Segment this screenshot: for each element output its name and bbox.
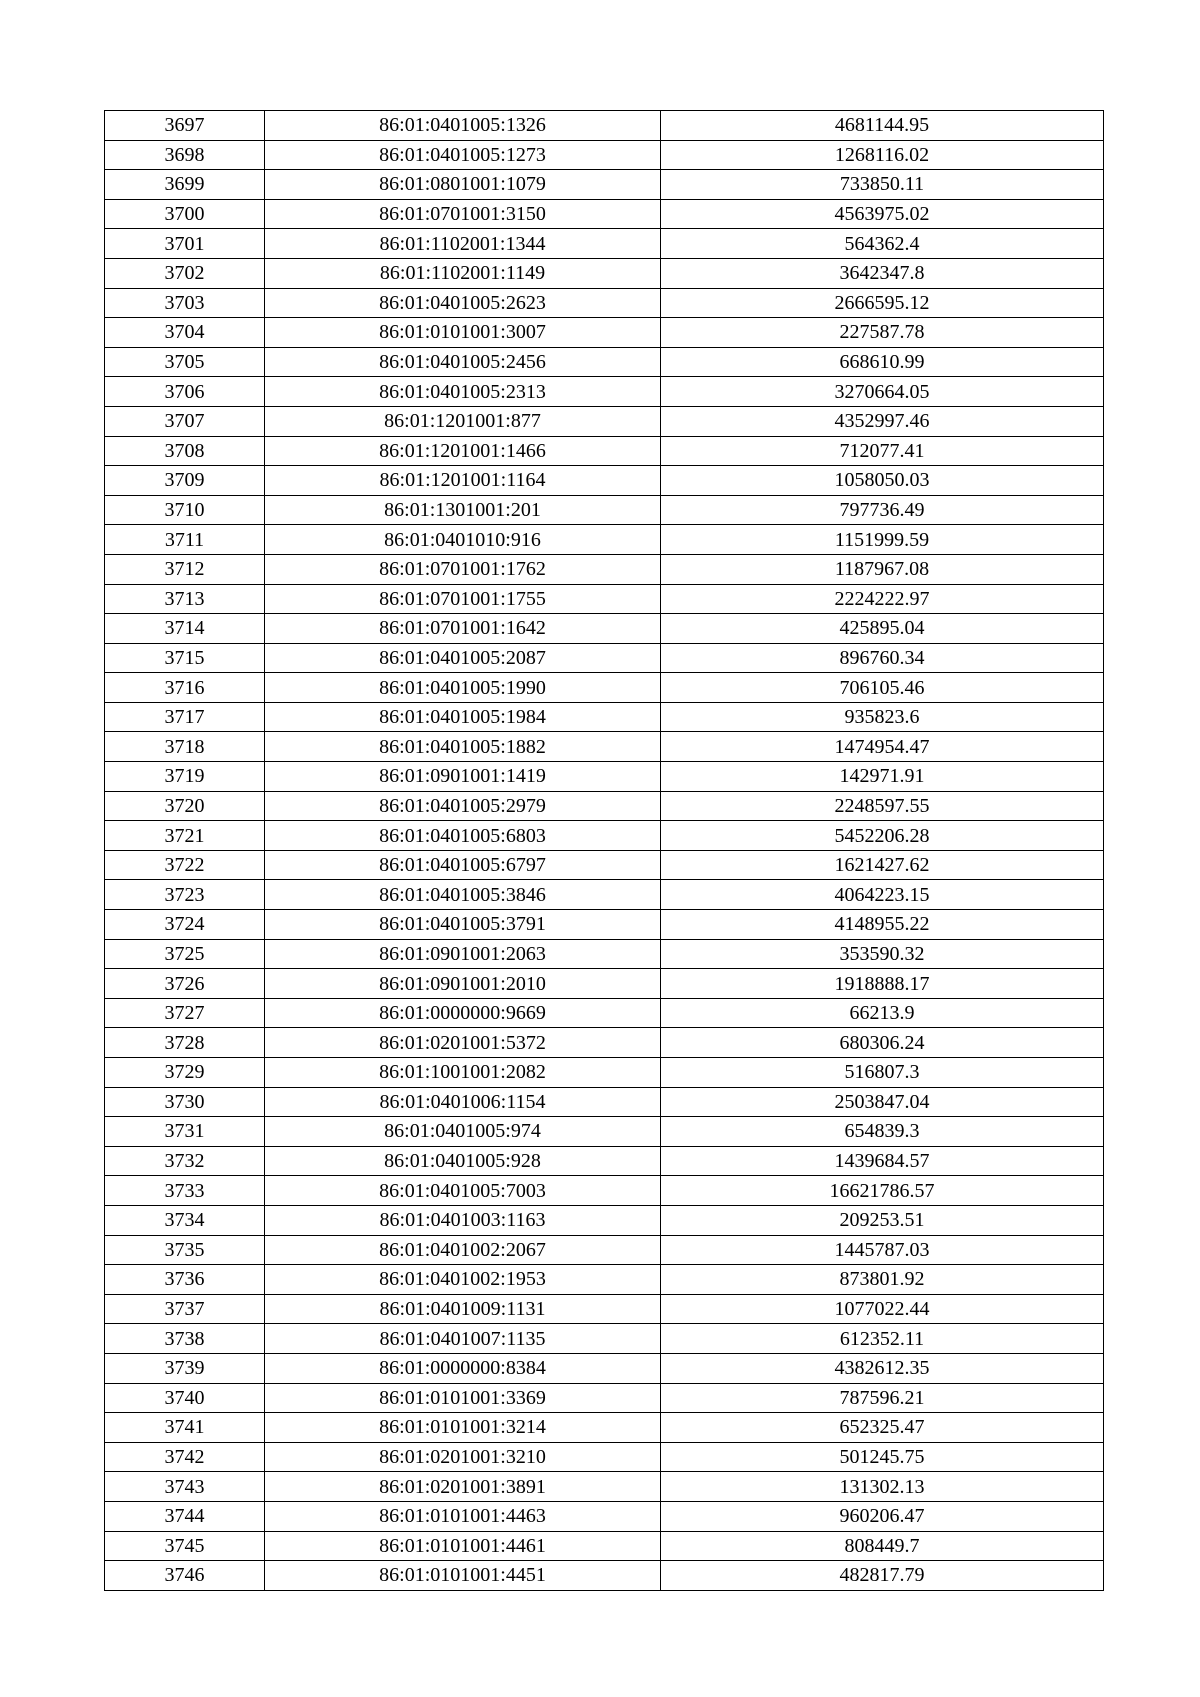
cadastral-value-cell: 935823.6 xyxy=(661,702,1104,732)
cadastral-value-cell: 4064223.15 xyxy=(661,880,1104,910)
table-row xyxy=(105,525,1104,555)
cadastral-number-cell: 86:01:0401002:2067 xyxy=(265,1235,661,1265)
cadastral-value-cell: 131302.13 xyxy=(661,1472,1104,1502)
row-number-cell: 3743 xyxy=(105,1472,265,1502)
table-row xyxy=(105,406,1104,436)
row-number-cell: 3738 xyxy=(105,1324,265,1354)
table-row xyxy=(105,229,1104,259)
cadastral-number-cell: 86:01:0401005:1984 xyxy=(265,702,661,732)
cadastral-value-cell: 896760.34 xyxy=(661,643,1104,673)
cadastral-number-cell: 86:01:0401005:1273 xyxy=(265,140,661,170)
table-row xyxy=(105,170,1104,200)
cadastral-value-cell: 16621786.57 xyxy=(661,1176,1104,1206)
table-row xyxy=(105,111,1104,141)
cadastral-value-cell: 3642347.8 xyxy=(661,258,1104,288)
cadastral-number-cell: 86:01:1201001:877 xyxy=(265,406,661,436)
row-number-cell: 3712 xyxy=(105,554,265,584)
table-row xyxy=(105,1472,1104,1502)
cadastral-value-cell: 4563975.02 xyxy=(661,199,1104,229)
row-number-cell: 3740 xyxy=(105,1383,265,1413)
cadastral-value-cell: 733850.11 xyxy=(661,170,1104,200)
cadastral-number-cell: 86:01:0101001:3214 xyxy=(265,1413,661,1443)
row-number-cell: 3707 xyxy=(105,406,265,436)
cadastral-number-cell: 86:01:1201001:1164 xyxy=(265,466,661,496)
cadastral-number-cell: 86:01:0401005:6797 xyxy=(265,850,661,880)
cadastral-number-cell: 86:01:0401005:2313 xyxy=(265,377,661,407)
row-number-cell: 3742 xyxy=(105,1442,265,1472)
cadastral-number-cell: 86:01:0101001:3369 xyxy=(265,1383,661,1413)
row-number-cell: 3732 xyxy=(105,1146,265,1176)
row-number-cell: 3704 xyxy=(105,318,265,348)
cadastral-number-cell: 86:01:0401005:2623 xyxy=(265,288,661,318)
cadastral-number-cell: 86:01:0401005:2456 xyxy=(265,347,661,377)
table-row xyxy=(105,199,1104,229)
cadastral-number-cell: 86:01:0401005:928 xyxy=(265,1146,661,1176)
cadastral-number-cell: 86:01:1102001:1149 xyxy=(265,258,661,288)
cadastral-value-cell: 808449.7 xyxy=(661,1531,1104,1561)
row-number-cell: 3699 xyxy=(105,170,265,200)
table-row xyxy=(105,1087,1104,1117)
cadastral-value-cell: 1187967.08 xyxy=(661,554,1104,584)
cadastral-number-cell: 86:01:0401009:1131 xyxy=(265,1294,661,1324)
row-number-cell: 3725 xyxy=(105,939,265,969)
cadastral-number-cell: 86:01:0401005:1990 xyxy=(265,673,661,703)
table-row xyxy=(105,1235,1104,1265)
table-row xyxy=(105,1058,1104,1088)
cadastral-number-cell: 86:01:0401005:1882 xyxy=(265,732,661,762)
table-row xyxy=(105,702,1104,732)
row-number-cell: 3734 xyxy=(105,1205,265,1235)
table-row xyxy=(105,1265,1104,1295)
table-row xyxy=(105,377,1104,407)
cadastral-number-cell: 86:01:0000000:9669 xyxy=(265,998,661,1028)
cadastral-number-cell: 86:01:0901001:1419 xyxy=(265,762,661,792)
cadastral-number-cell: 86:01:0401003:1163 xyxy=(265,1205,661,1235)
row-number-cell: 3697 xyxy=(105,111,265,141)
cadastral-value-table xyxy=(104,110,1104,1591)
row-number-cell: 3716 xyxy=(105,673,265,703)
cadastral-value-cell: 1621427.62 xyxy=(661,850,1104,880)
cadastral-value-cell: 652325.47 xyxy=(661,1413,1104,1443)
table-row xyxy=(105,1383,1104,1413)
row-number-cell: 3715 xyxy=(105,643,265,673)
cadastral-value-cell: 2248597.55 xyxy=(661,791,1104,821)
cadastral-value-cell: 482817.79 xyxy=(661,1561,1104,1591)
table-row xyxy=(105,1146,1104,1176)
cadastral-value-cell: 1058050.03 xyxy=(661,466,1104,496)
cadastral-value-cell: 797736.49 xyxy=(661,495,1104,525)
row-number-cell: 3700 xyxy=(105,199,265,229)
cadastral-value-cell: 654839.3 xyxy=(661,1117,1104,1147)
row-number-cell: 3708 xyxy=(105,436,265,466)
table-row xyxy=(105,1205,1104,1235)
table-row xyxy=(105,1353,1104,1383)
row-number-cell: 3719 xyxy=(105,762,265,792)
row-number-cell: 3705 xyxy=(105,347,265,377)
row-number-cell: 3714 xyxy=(105,614,265,644)
table-row xyxy=(105,732,1104,762)
cadastral-value-cell: 1918888.17 xyxy=(661,969,1104,999)
cadastral-number-cell: 86:01:0401005:1326 xyxy=(265,111,661,141)
cadastral-number-cell: 86:01:0401010:916 xyxy=(265,525,661,555)
cadastral-value-cell: 612352.11 xyxy=(661,1324,1104,1354)
cadastral-value-cell: 4148955.22 xyxy=(661,910,1104,940)
row-number-cell: 3701 xyxy=(105,229,265,259)
cadastral-value-cell: 706105.46 xyxy=(661,673,1104,703)
cadastral-number-cell: 86:01:0701001:1755 xyxy=(265,584,661,614)
cadastral-number-cell: 86:01:0101001:4461 xyxy=(265,1531,661,1561)
cadastral-number-cell: 86:01:0401005:3791 xyxy=(265,910,661,940)
cadastral-value-cell: 5452206.28 xyxy=(661,821,1104,851)
cadastral-value-cell: 1445787.03 xyxy=(661,1235,1104,1265)
cadastral-number-cell: 86:01:0401006:1154 xyxy=(265,1087,661,1117)
cadastral-number-cell: 86:01:0701001:1762 xyxy=(265,554,661,584)
table-row xyxy=(105,969,1104,999)
cadastral-number-cell: 86:01:0101001:4451 xyxy=(265,1561,661,1591)
row-number-cell: 3711 xyxy=(105,525,265,555)
table-row xyxy=(105,850,1104,880)
row-number-cell: 3727 xyxy=(105,998,265,1028)
table-row xyxy=(105,1028,1104,1058)
cadastral-number-cell: 86:01:0701001:3150 xyxy=(265,199,661,229)
cadastral-value-cell: 227587.78 xyxy=(661,318,1104,348)
row-number-cell: 3706 xyxy=(105,377,265,407)
cadastral-value-cell: 1268116.02 xyxy=(661,140,1104,170)
table-body xyxy=(105,111,1104,1591)
table-row xyxy=(105,318,1104,348)
cadastral-number-cell: 86:01:0401005:7003 xyxy=(265,1176,661,1206)
cadastral-number-cell: 86:01:0401005:2979 xyxy=(265,791,661,821)
cadastral-value-cell: 4382612.35 xyxy=(661,1353,1104,1383)
row-number-cell: 3745 xyxy=(105,1531,265,1561)
table-row xyxy=(105,1501,1104,1531)
cadastral-value-cell: 2503847.04 xyxy=(661,1087,1104,1117)
cadastral-number-cell: 86:01:0701001:1642 xyxy=(265,614,661,644)
cadastral-number-cell: 86:01:0401007:1135 xyxy=(265,1324,661,1354)
row-number-cell: 3731 xyxy=(105,1117,265,1147)
table-row xyxy=(105,466,1104,496)
table-row xyxy=(105,880,1104,910)
table-row xyxy=(105,288,1104,318)
row-number-cell: 3723 xyxy=(105,880,265,910)
cadastral-value-cell: 4681144.95 xyxy=(661,111,1104,141)
cadastral-number-cell: 86:01:0401005:2087 xyxy=(265,643,661,673)
cadastral-value-cell: 1077022.44 xyxy=(661,1294,1104,1324)
cadastral-number-cell: 86:01:0401005:6803 xyxy=(265,821,661,851)
table-row xyxy=(105,1561,1104,1591)
row-number-cell: 3735 xyxy=(105,1235,265,1265)
cadastral-value-cell: 66213.9 xyxy=(661,998,1104,1028)
row-number-cell: 3698 xyxy=(105,140,265,170)
cadastral-number-cell: 86:01:0401005:3846 xyxy=(265,880,661,910)
cadastral-number-cell: 86:01:0901001:2063 xyxy=(265,939,661,969)
row-number-cell: 3703 xyxy=(105,288,265,318)
table-row xyxy=(105,258,1104,288)
cadastral-value-cell: 516807.3 xyxy=(661,1058,1104,1088)
table-row xyxy=(105,554,1104,584)
table-row xyxy=(105,643,1104,673)
cadastral-number-cell: 86:01:0801001:1079 xyxy=(265,170,661,200)
row-number-cell: 3744 xyxy=(105,1501,265,1531)
cadastral-number-cell: 86:01:0201001:3210 xyxy=(265,1442,661,1472)
cadastral-value-cell: 142971.91 xyxy=(661,762,1104,792)
cadastral-value-cell: 209253.51 xyxy=(661,1205,1104,1235)
cadastral-value-cell: 1151999.59 xyxy=(661,525,1104,555)
table-row xyxy=(105,1531,1104,1561)
row-number-cell: 3741 xyxy=(105,1413,265,1443)
cadastral-number-cell: 86:01:0101001:4463 xyxy=(265,1501,661,1531)
row-number-cell: 3721 xyxy=(105,821,265,851)
table-row xyxy=(105,939,1104,969)
table-row xyxy=(105,910,1104,940)
cadastral-value-cell: 2666595.12 xyxy=(661,288,1104,318)
table-row xyxy=(105,1442,1104,1472)
cadastral-number-cell: 86:01:1001001:2082 xyxy=(265,1058,661,1088)
cadastral-value-cell: 4352997.46 xyxy=(661,406,1104,436)
table-row xyxy=(105,495,1104,525)
cadastral-value-cell: 2224222.97 xyxy=(661,584,1104,614)
table-row xyxy=(105,140,1104,170)
row-number-cell: 3733 xyxy=(105,1176,265,1206)
cadastral-number-cell: 86:01:1102001:1344 xyxy=(265,229,661,259)
row-number-cell: 3722 xyxy=(105,850,265,880)
row-number-cell: 3720 xyxy=(105,791,265,821)
cadastral-value-cell: 1439684.57 xyxy=(661,1146,1104,1176)
row-number-cell: 3718 xyxy=(105,732,265,762)
cadastral-value-cell: 501245.75 xyxy=(661,1442,1104,1472)
cadastral-value-cell: 3270664.05 xyxy=(661,377,1104,407)
table-row xyxy=(105,614,1104,644)
row-number-cell: 3724 xyxy=(105,910,265,940)
cadastral-number-cell: 86:01:0201001:5372 xyxy=(265,1028,661,1058)
row-number-cell: 3730 xyxy=(105,1087,265,1117)
cadastral-value-cell: 1474954.47 xyxy=(661,732,1104,762)
cadastral-value-cell: 787596.21 xyxy=(661,1383,1104,1413)
cadastral-value-cell: 668610.99 xyxy=(661,347,1104,377)
cadastral-number-cell: 86:01:1301001:201 xyxy=(265,495,661,525)
table-row xyxy=(105,436,1104,466)
table-row xyxy=(105,1324,1104,1354)
cadastral-value-cell: 873801.92 xyxy=(661,1265,1104,1295)
cadastral-number-cell: 86:01:0101001:3007 xyxy=(265,318,661,348)
row-number-cell: 3737 xyxy=(105,1294,265,1324)
row-number-cell: 3709 xyxy=(105,466,265,496)
row-number-cell: 3746 xyxy=(105,1561,265,1591)
table-row xyxy=(105,762,1104,792)
cadastral-value-cell: 680306.24 xyxy=(661,1028,1104,1058)
table-row xyxy=(105,821,1104,851)
row-number-cell: 3728 xyxy=(105,1028,265,1058)
table-row xyxy=(105,584,1104,614)
table-row xyxy=(105,1294,1104,1324)
cadastral-number-cell: 86:01:0901001:2010 xyxy=(265,969,661,999)
cadastral-number-cell: 86:01:1201001:1466 xyxy=(265,436,661,466)
table-row xyxy=(105,347,1104,377)
row-number-cell: 3702 xyxy=(105,258,265,288)
row-number-cell: 3713 xyxy=(105,584,265,614)
cadastral-value-cell: 960206.47 xyxy=(661,1501,1104,1531)
row-number-cell: 3726 xyxy=(105,969,265,999)
table-row xyxy=(105,1176,1104,1206)
cadastral-number-cell: 86:01:0401002:1953 xyxy=(265,1265,661,1295)
cadastral-number-cell: 86:01:0000000:8384 xyxy=(265,1353,661,1383)
cadastral-value-cell: 712077.41 xyxy=(661,436,1104,466)
row-number-cell: 3717 xyxy=(105,702,265,732)
cadastral-value-cell: 425895.04 xyxy=(661,614,1104,644)
cadastral-value-cell: 564362.4 xyxy=(661,229,1104,259)
cadastral-number-cell: 86:01:0201001:3891 xyxy=(265,1472,661,1502)
table-row xyxy=(105,1413,1104,1443)
table-row xyxy=(105,673,1104,703)
cadastral-value-cell: 353590.32 xyxy=(661,939,1104,969)
table-row xyxy=(105,791,1104,821)
row-number-cell: 3739 xyxy=(105,1353,265,1383)
row-number-cell: 3710 xyxy=(105,495,265,525)
row-number-cell: 3729 xyxy=(105,1058,265,1088)
table-row xyxy=(105,1117,1104,1147)
cadastral-number-cell: 86:01:0401005:974 xyxy=(265,1117,661,1147)
table-row xyxy=(105,998,1104,1028)
row-number-cell: 3736 xyxy=(105,1265,265,1295)
